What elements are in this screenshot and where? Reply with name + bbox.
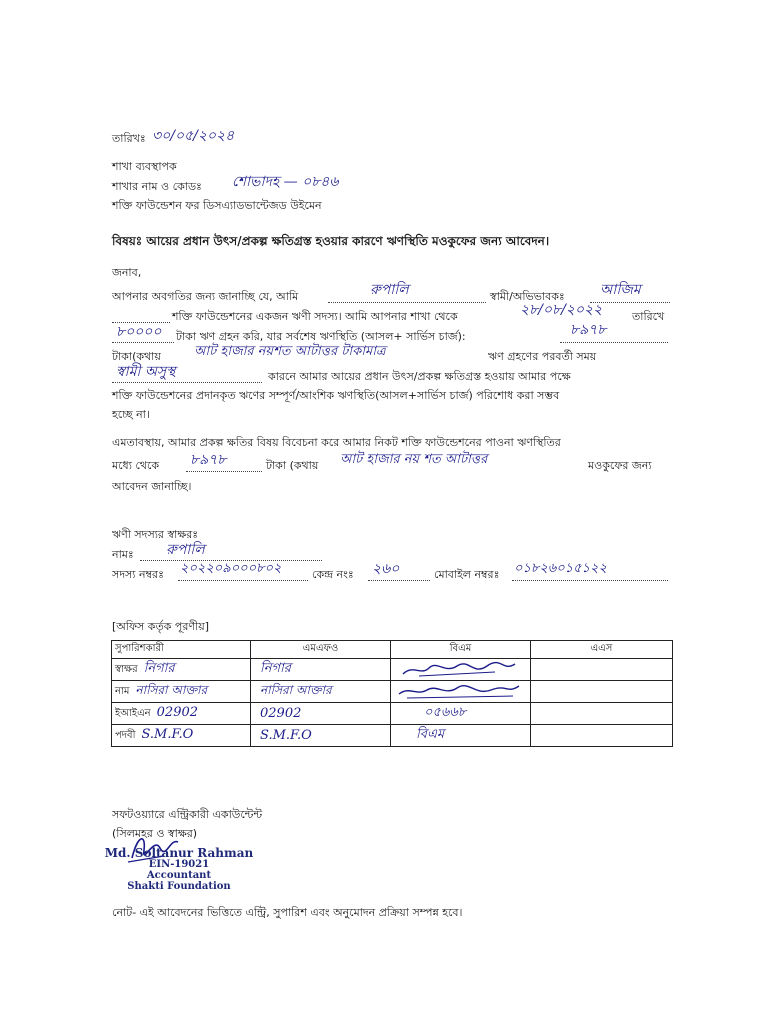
stamp-ein: EIN-19021 <box>148 859 210 870</box>
col-mfo: এমএফও <box>251 641 391 659</box>
p1-line4-a: টাকা(কথায় <box>112 350 161 363</box>
table-row-name <box>112 681 673 703</box>
member-signature-label: ঋণী সদস্যর স্বাক্ষরঃ <box>112 528 199 541</box>
waiver-in-words: আট হাজার নয় শত আটাত্তর <box>340 452 488 467</box>
mobile-value: ০১৮২৬০১৫১২২ <box>514 561 607 576</box>
p1-line1-b: স্বামী/অভিভাবকঃ <box>490 290 565 303</box>
member-name-label: নামঃ <box>112 548 134 561</box>
stamp-name: Md. Soltanur Rahman <box>104 846 254 860</box>
organization-line: শক্তি ফাউন্ডেশন ফর ডিসএ্যাডভান্টেজড উইমেন <box>112 199 322 212</box>
table-header-row <box>112 641 673 659</box>
salutation: জনাব, <box>112 266 142 279</box>
seal-signature-label: (সিলমহর ও স্বাক্ষর) <box>112 827 198 840</box>
balance-in-words: আট হাজার নয়শত আটাত্তর টাকামাত্র <box>194 344 386 359</box>
row-label-name: নাম <box>115 685 130 697</box>
p1-line4-b: ঋণ গ্রহণের পরবর্তী সময় <box>488 350 597 363</box>
row-label-designation: পদবী <box>115 729 136 741</box>
member-number-label: সদস্য নম্বরঃ <box>112 568 164 581</box>
office-table <box>111 640 673 747</box>
damage-cause: স্বামী অসুস্থ <box>116 364 176 380</box>
row-label-ein: ইআইএন <box>115 707 151 719</box>
table-row-ein <box>112 703 673 725</box>
waiver-amount: ৮৯৭৮ <box>190 452 227 468</box>
recommender-designation: S.M.F.O <box>141 726 194 742</box>
p1-line2-b: তারিখে <box>632 310 665 323</box>
member-name: রুপালি <box>370 282 409 298</box>
member-number-value: ২০২২০৯০০০৮০২ <box>180 561 282 576</box>
mfo-signature: নিগার <box>260 661 291 676</box>
loan-date: ২৮/০৮/২০২২ <box>520 302 603 318</box>
loan-balance: ৮৯৭৮ <box>570 322 607 338</box>
recommender-ein: 02902 <box>156 704 199 720</box>
center-number-label: কেন্দ্র নংঃ <box>312 568 354 581</box>
p2-line1: এমতাবস্থায়, আমার প্রকল্প ক্ষতির বিষয় বিবেচনা করে আমার নিকট শক্তি ফাউন্ডেশনের পাওনা ঋণস্থিতির <box>112 436 561 449</box>
bm-ein: ০৫৬৬৮ <box>424 705 467 720</box>
p2-line3: আবেদন জানাচ্ছি। <box>112 480 192 493</box>
subject-line: বিষয়ঃ আয়ের প্রধান উৎস/প্রকল্প ক্ষতিগ্রস্ত হওয়ার কারণে ঋণস্থিতি মওকুফের জন্য আবেদন। <box>112 234 550 248</box>
row-label-signature: স্বাক্ষর <box>115 664 138 675</box>
table-row-designation <box>112 725 673 747</box>
mobile-label: মোবাইল নম্বরঃ <box>434 568 500 581</box>
branch-label: শাখার নাম ও কোডঃ <box>112 180 202 193</box>
p1-line3-a: টাকা ঋণ গ্রহন করি, যার সর্বশেষ ঋণস্থিতি (আসল+ সার্ভিস চার্জ): <box>176 330 466 343</box>
loan-amount: ৮০০০০ <box>116 324 162 340</box>
software-entry-line: সফটওয়্যারে এন্ট্রিকারী একাউন্টেন্ট <box>112 808 263 821</box>
center-number-value: ২৬০ <box>372 561 400 577</box>
p1-line5-a: কারনে আমার আয়ের প্রধান উৎস/প্রকল্প ক্ষতিগ্রস্ত হওয়ায় আমার পক্ষে <box>268 370 571 383</box>
note-line: নোট- এই আবেদনের ভিত্তিতে এন্ট্রি, সুপারিশ এবং অনুমোদন প্রক্রিয়া সম্পন্ন হবে। <box>112 906 463 919</box>
col-as: এএস <box>531 641 673 659</box>
col-bm: বিএম <box>391 641 531 659</box>
bm-name-scribble <box>397 682 521 702</box>
member-name-value: রুপালি <box>166 542 205 558</box>
stamp-org: Shakti Foundation <box>127 881 231 892</box>
bm-designation: বিএম <box>416 727 445 742</box>
accountant-stamp <box>104 848 254 892</box>
recommender-signature: নিগার <box>143 661 175 676</box>
date-label: তারিখঃ <box>112 132 146 145</box>
p2-line2-b: টাকা (কথায় <box>266 459 319 472</box>
col-recommender: সুপারিশকারী <box>112 641 251 659</box>
table-row-signature <box>112 659 673 681</box>
p2-line2-a: মধ্যে থেকে <box>112 459 160 472</box>
mfo-name: নাসিরা আক্তার <box>260 682 332 697</box>
p1-line7: হচ্ছে না। <box>112 408 150 421</box>
p1-line1-a: আপনার অবগতির জন্য জানাচ্ছি যে, আমি <box>112 290 299 303</box>
p2-line2-c: মওকুফের জন্য <box>588 459 652 472</box>
stamp-role: Accountant <box>146 870 212 881</box>
office-heading: [অফিস কর্তৃক পূরণীয়] <box>112 620 209 633</box>
p1-line6: শক্তি ফাউন্ডেশনের প্রদানকৃত ঋণের সম্পূর্ণ/আংশিক ঋণস্থিতি(আসল+সার্ভিস চার্জ) পরিশোধ করা সম্ভব <box>112 389 560 402</box>
date-value: ৩০/০৫/২০২৪ <box>152 128 235 144</box>
guardian-name: আজিম <box>600 282 641 298</box>
p1-line2-a: শক্তি ফাউন্ডেশনের একজন ঋণী সদস্য। আমি আপনার শাখা থেকে <box>172 310 458 323</box>
branch-value: শোভাদহ — ০৮৪৬ <box>232 174 339 190</box>
bm-signature-scribble <box>399 660 519 680</box>
recommender-name: নাসিরা আক্তার <box>135 682 208 697</box>
mfo-designation: S.M.F.O <box>260 728 312 743</box>
mfo-ein: 02902 <box>260 706 302 721</box>
recipient-title: শাখা ব্যবস্থাপক <box>112 160 177 173</box>
